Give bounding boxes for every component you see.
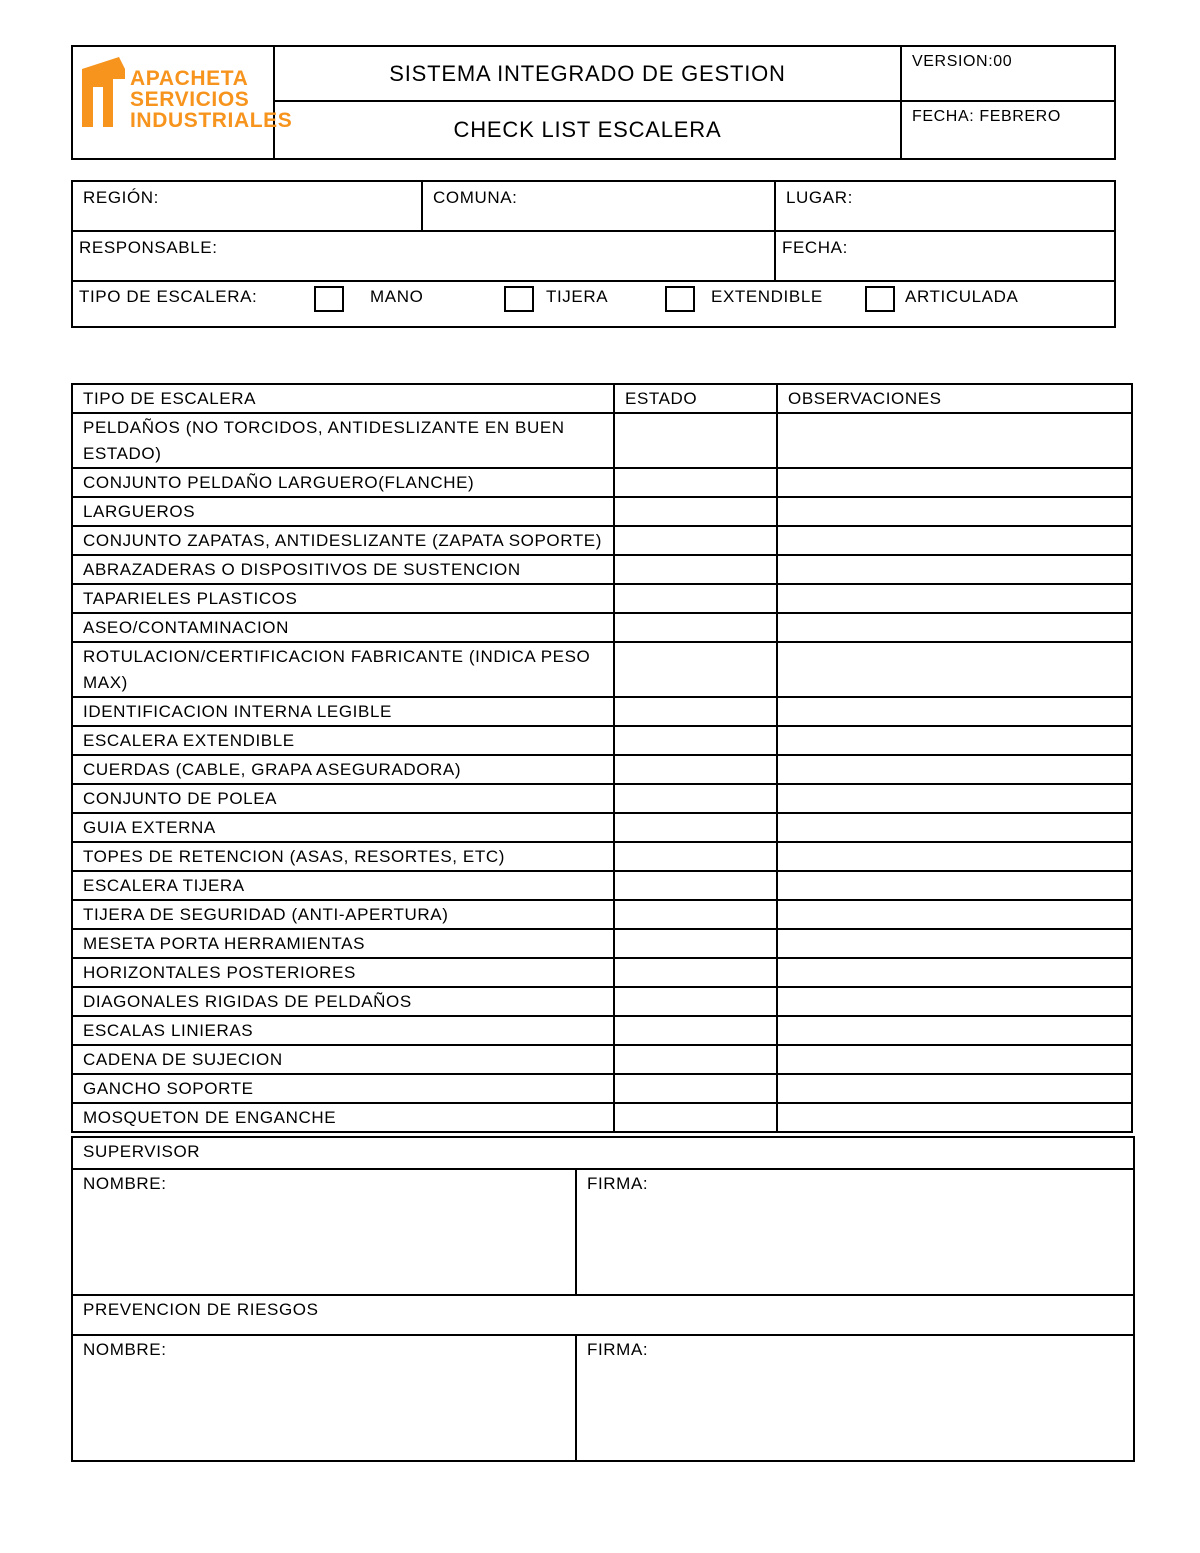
logo-text-industriales: INDUSTRIALES (130, 109, 293, 132)
table-row (72, 555, 1132, 584)
supervisor-section-title: SUPERVISOR (72, 1137, 1134, 1169)
observaciones-cell[interactable] (777, 784, 1132, 813)
logo-text-apacheta: APACHETA (130, 67, 249, 90)
observaciones-cell[interactable] (777, 1103, 1132, 1132)
table-row (72, 929, 1132, 958)
table-row (72, 526, 1132, 555)
estado-cell[interactable] (614, 726, 777, 755)
table-row (72, 842, 1132, 871)
signature-table (71, 1136, 1135, 1462)
checkbox-extendible[interactable] (665, 286, 695, 312)
version-label: VERSION:00 (901, 46, 1115, 101)
option-articulada-label: ARTICULADA (905, 287, 1019, 306)
fecha-field[interactable]: FECHA: (775, 231, 1115, 281)
observaciones-cell[interactable] (777, 929, 1132, 958)
date-label: FECHA: FEBRERO (901, 101, 1115, 159)
item-label: ASEO/CONTAMINACION (72, 613, 614, 642)
table-row (72, 958, 1132, 987)
estado-cell[interactable] (614, 987, 777, 1016)
item-label: MESETA PORTA HERRAMIENTAS (72, 929, 614, 958)
estado-cell[interactable] (614, 1074, 777, 1103)
item-label: PELDAÑOS (NO TORCIDOS, ANTIDESLIZANTE EN BUEN ESTADO) (72, 413, 614, 468)
estado-cell[interactable] (614, 413, 777, 468)
table-row (72, 697, 1132, 726)
item-label: ESCALERA TIJERA (72, 871, 614, 900)
checkbox-mano[interactable] (314, 286, 344, 312)
item-label: CADENA DE SUJECION (72, 1045, 614, 1074)
responsable-field[interactable]: RESPONSABLE: (72, 231, 775, 281)
tipo-escalera-row (72, 281, 1115, 327)
observaciones-cell[interactable] (777, 584, 1132, 613)
option-tijera-label: TIJERA (546, 287, 609, 306)
observaciones-cell[interactable] (777, 1016, 1132, 1045)
option-mano-label: MANO (370, 287, 424, 306)
table-row (72, 413, 1132, 468)
company-logo (73, 47, 293, 153)
item-label: ESCALERA EXTENDIBLE (72, 726, 614, 755)
observaciones-cell[interactable] (777, 468, 1132, 497)
observaciones-cell[interactable] (777, 987, 1132, 1016)
table-row (72, 1103, 1132, 1132)
estado-cell[interactable] (614, 958, 777, 987)
observaciones-cell[interactable] (777, 871, 1132, 900)
table-row (72, 584, 1132, 613)
item-label: TOPES DE RETENCION (ASAS, RESORTES, ETC) (72, 842, 614, 871)
estado-cell[interactable] (614, 1045, 777, 1074)
observaciones-cell[interactable] (777, 726, 1132, 755)
table-row (72, 613, 1132, 642)
table-row (72, 1045, 1132, 1074)
checklist-table (71, 383, 1133, 1133)
estado-cell[interactable] (614, 755, 777, 784)
estado-cell[interactable] (614, 497, 777, 526)
observaciones-cell[interactable] (777, 1074, 1132, 1103)
estado-cell[interactable] (614, 842, 777, 871)
observaciones-cell[interactable] (777, 958, 1132, 987)
table-row (72, 468, 1132, 497)
region-field[interactable]: REGIÓN: (72, 181, 422, 231)
item-label: TIJERA DE SEGURIDAD (ANTI-APERTURA) (72, 900, 614, 929)
table-row (72, 784, 1132, 813)
estado-cell[interactable] (614, 584, 777, 613)
info-table (71, 180, 1116, 328)
table-row (72, 726, 1132, 755)
observaciones-cell[interactable] (777, 413, 1132, 468)
estado-cell[interactable] (614, 613, 777, 642)
estado-cell[interactable] (614, 871, 777, 900)
prevencion-firma-field[interactable]: FIRMA: (576, 1335, 1134, 1461)
observaciones-cell[interactable] (777, 900, 1132, 929)
item-label: TAPARIELES PLASTICOS (72, 584, 614, 613)
table-row (72, 900, 1132, 929)
estado-cell[interactable] (614, 468, 777, 497)
table-row (72, 813, 1132, 842)
estado-cell[interactable] (614, 555, 777, 584)
observaciones-cell[interactable] (777, 1045, 1132, 1074)
observaciones-cell[interactable] (777, 842, 1132, 871)
column-header-tipo: TIPO DE ESCALERA (72, 384, 614, 413)
option-extendible-label: EXTENDIBLE (711, 287, 823, 306)
estado-cell[interactable] (614, 526, 777, 555)
item-label: ROTULACION/CERTIFICACION FABRICANTE (INDICA PESO MAX) (72, 642, 614, 697)
supervisor-nombre-field[interactable]: NOMBRE: (72, 1169, 576, 1295)
column-header-estado: ESTADO (614, 384, 777, 413)
item-label: GUIA EXTERNA (72, 813, 614, 842)
item-label: DIAGONALES RIGIDAS DE PELDAÑOS (72, 987, 614, 1016)
item-label: CUERDAS (CABLE, GRAPA ASEGURADORA) (72, 755, 614, 784)
checklist-header-row (72, 384, 1132, 413)
item-label: HORIZONTALES POSTERIORES (72, 958, 614, 987)
document-header (71, 45, 1116, 160)
item-label: CONJUNTO DE POLEA (72, 784, 614, 813)
observaciones-cell[interactable] (777, 613, 1132, 642)
observaciones-cell[interactable] (777, 526, 1132, 555)
table-row (72, 987, 1132, 1016)
estado-cell[interactable] (614, 697, 777, 726)
checkbox-tijera[interactable] (504, 286, 534, 312)
observaciones-cell[interactable] (777, 813, 1132, 842)
column-header-observaciones: OBSERVACIONES (777, 384, 1132, 413)
item-label: GANCHO SOPORTE (72, 1074, 614, 1103)
document-title: CHECK LIST ESCALERA (274, 101, 901, 159)
item-label: MOSQUETON DE ENGANCHE (72, 1103, 614, 1132)
item-label: CONJUNTO ZAPATAS, ANTIDESLIZANTE (ZAPATA SOPORTE) (72, 526, 614, 555)
estado-cell[interactable] (614, 900, 777, 929)
estado-cell[interactable] (614, 784, 777, 813)
estado-cell[interactable] (614, 1103, 777, 1132)
table-row (72, 871, 1132, 900)
prevencion-nombre-field[interactable]: NOMBRE: (72, 1335, 576, 1461)
observaciones-cell[interactable] (777, 497, 1132, 526)
item-label: CONJUNTO PELDAÑO LARGUERO(FLANCHE) (72, 468, 614, 497)
observaciones-cell[interactable] (777, 642, 1132, 697)
item-label: IDENTIFICACION INTERNA LEGIBLE (72, 697, 614, 726)
lugar-field[interactable]: LUGAR: (775, 181, 1115, 231)
prevencion-section-title: PREVENCION DE RIESGOS (72, 1295, 1134, 1335)
table-row (72, 1016, 1132, 1045)
table-row (72, 1074, 1132, 1103)
observaciones-cell[interactable] (777, 697, 1132, 726)
table-row (72, 642, 1132, 697)
comuna-field[interactable]: COMUNA: (422, 181, 775, 231)
table-row (72, 755, 1132, 784)
item-label: ESCALAS LINIERAS (72, 1016, 614, 1045)
estado-cell[interactable] (614, 642, 777, 697)
table-row (72, 497, 1132, 526)
tipo-escalera-label: TIPO DE ESCALERA: (79, 287, 258, 306)
estado-cell[interactable] (614, 813, 777, 842)
observaciones-cell[interactable] (777, 755, 1132, 784)
item-label: LARGUEROS (72, 497, 614, 526)
supervisor-firma-field[interactable]: FIRMA: (576, 1169, 1134, 1295)
item-label: ABRAZADERAS O DISPOSITIVOS DE SUSTENCION (72, 555, 614, 584)
logo-cell (72, 46, 293, 159)
system-title: SISTEMA INTEGRADO DE GESTION (274, 46, 901, 101)
estado-cell[interactable] (614, 929, 777, 958)
checkbox-articulada[interactable] (865, 286, 895, 312)
logo-text-servicios: SERVICIOS (130, 88, 250, 111)
observaciones-cell[interactable] (777, 555, 1132, 584)
estado-cell[interactable] (614, 1016, 777, 1045)
